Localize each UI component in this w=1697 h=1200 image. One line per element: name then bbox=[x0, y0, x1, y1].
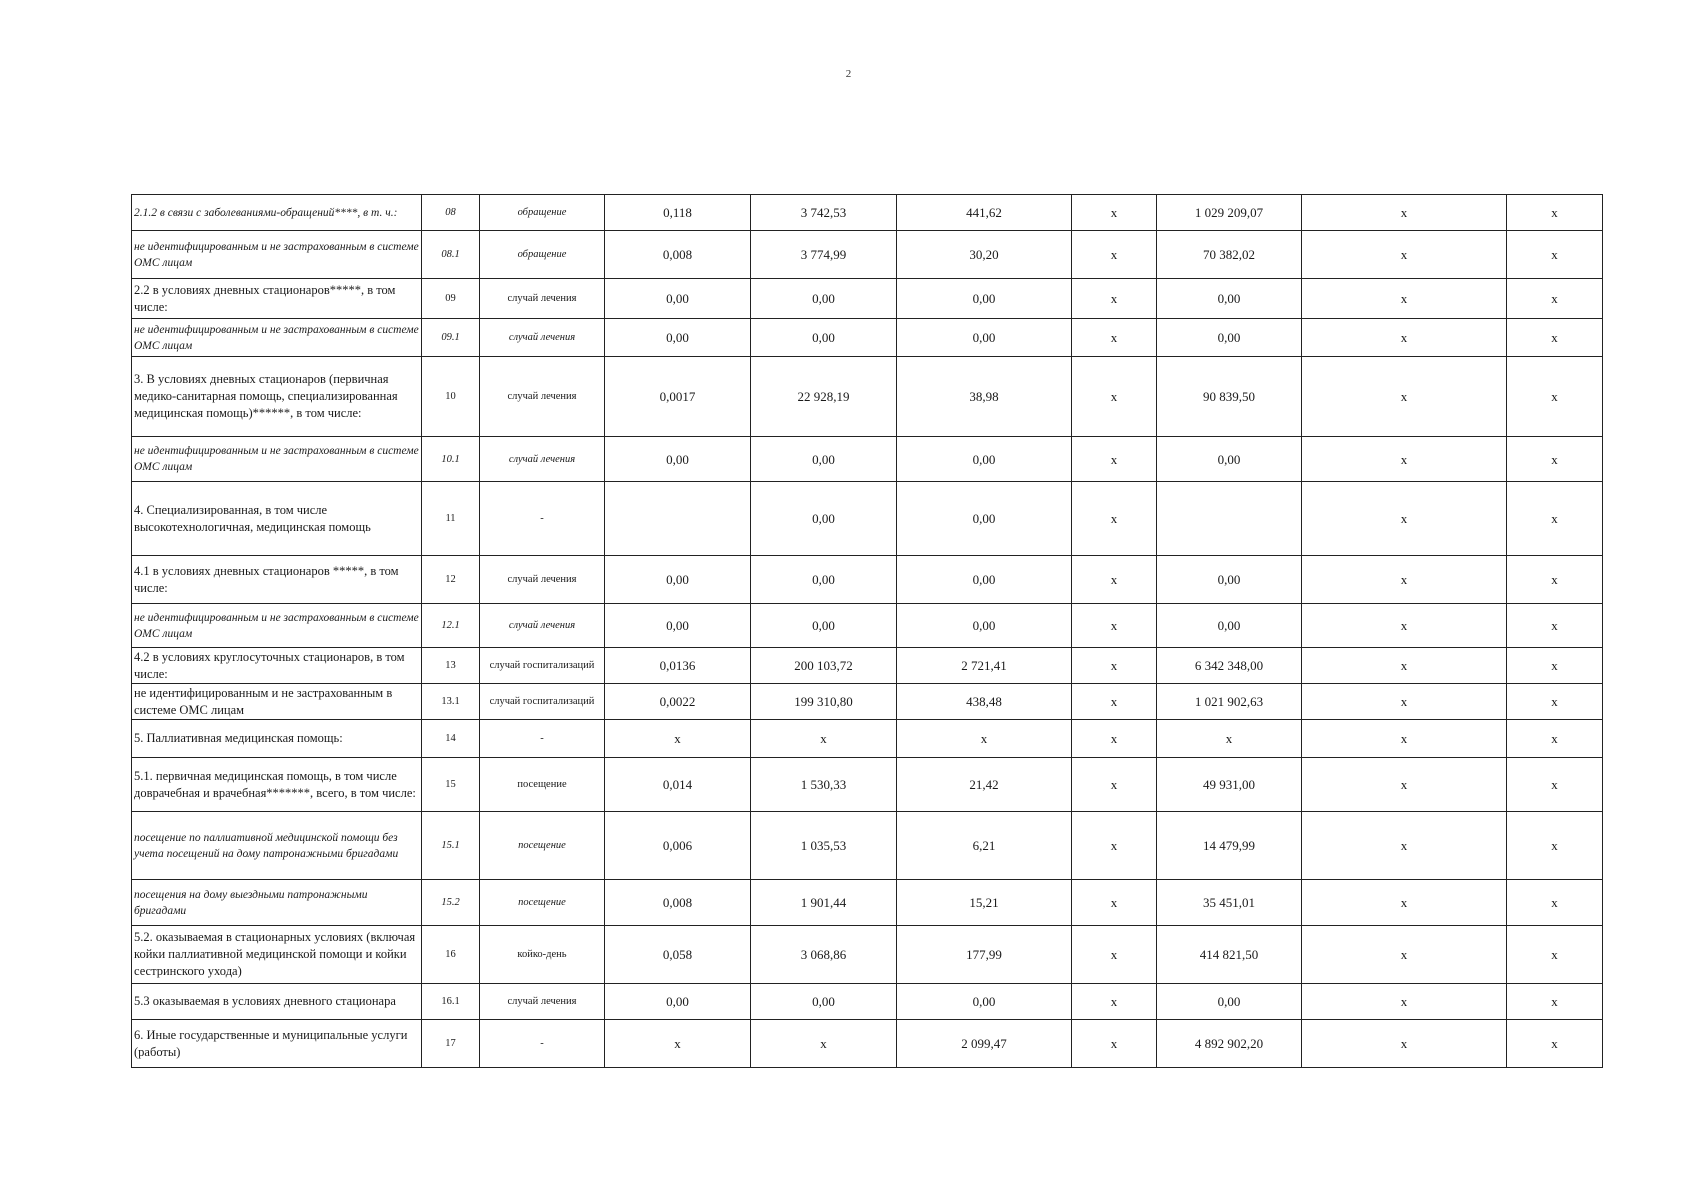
row-description: не идентифицированным и не застрахованным в системе ОМС лицам bbox=[132, 684, 422, 720]
row-code: 15.1 bbox=[422, 812, 480, 880]
col-x-3: x bbox=[1507, 357, 1603, 437]
col-x-1: x bbox=[1072, 812, 1157, 880]
row-code: 14 bbox=[422, 720, 480, 758]
volume-norm: 0,00 bbox=[605, 604, 751, 648]
total-cost: 4 892 902,20 bbox=[1157, 1020, 1302, 1068]
row-description: 4.2 в условиях круглосуточных стационаров, в том числе: bbox=[132, 648, 422, 684]
table-row bbox=[132, 758, 1603, 812]
total-cost: 0,00 bbox=[1157, 319, 1302, 357]
row-code: 13.1 bbox=[422, 684, 480, 720]
table-row bbox=[132, 984, 1603, 1020]
total-cost: 6 342 348,00 bbox=[1157, 648, 1302, 684]
row-code: 12 bbox=[422, 556, 480, 604]
row-description: не идентифицированным и не застрахованным в системе ОМС лицам bbox=[132, 604, 422, 648]
volume-norm: 0,118 bbox=[605, 195, 751, 231]
row-description: 5. Паллиативная медицинская помощь: bbox=[132, 720, 422, 758]
col-x-2: x bbox=[1302, 984, 1507, 1020]
table-row bbox=[132, 437, 1603, 482]
cost-per-unit: 0,00 bbox=[751, 984, 897, 1020]
col-x-3: x bbox=[1507, 812, 1603, 880]
volume-norm bbox=[605, 482, 751, 556]
col-x-1: x bbox=[1072, 648, 1157, 684]
cost-per-unit: 1 901,44 bbox=[751, 880, 897, 926]
row-code: 08 bbox=[422, 195, 480, 231]
col-x-2: x bbox=[1302, 437, 1507, 482]
total-cost: 1 021 902,63 bbox=[1157, 684, 1302, 720]
row-code: 16.1 bbox=[422, 984, 480, 1020]
row-unit: - bbox=[480, 720, 605, 758]
total-cost: 414 821,50 bbox=[1157, 926, 1302, 984]
col-x-2: x bbox=[1302, 1020, 1507, 1068]
total-cost: 1 029 209,07 bbox=[1157, 195, 1302, 231]
col-x-1: x bbox=[1072, 984, 1157, 1020]
col-x-1: x bbox=[1072, 357, 1157, 437]
cost-per-unit: 3 068,86 bbox=[751, 926, 897, 984]
col-x-1: x bbox=[1072, 880, 1157, 926]
col-x-3: x bbox=[1507, 195, 1603, 231]
table-row bbox=[132, 319, 1603, 357]
col-x-1: x bbox=[1072, 319, 1157, 357]
table-row bbox=[132, 279, 1603, 319]
cost-per-unit: 0,00 bbox=[751, 556, 897, 604]
row-description: 5.3 оказываемая в условиях дневного стационара bbox=[132, 984, 422, 1020]
total-cost: 0,00 bbox=[1157, 556, 1302, 604]
row-description: 4. Специализированная, в том числе высокотехнологичная, медицинская помощь bbox=[132, 482, 422, 556]
row-unit: случай лечения bbox=[480, 604, 605, 648]
col-x-1: x bbox=[1072, 556, 1157, 604]
volume-norm: 0,058 bbox=[605, 926, 751, 984]
col-x-3: x bbox=[1507, 604, 1603, 648]
col-x-3: x bbox=[1507, 684, 1603, 720]
row-unit: случай лечения bbox=[480, 984, 605, 1020]
total-cost bbox=[1157, 482, 1302, 556]
row-code: 12.1 bbox=[422, 604, 480, 648]
row-unit: посещение bbox=[480, 812, 605, 880]
cost-per-unit: 3 774,99 bbox=[751, 231, 897, 279]
col-x-2: x bbox=[1302, 926, 1507, 984]
total-cost: 14 479,99 bbox=[1157, 812, 1302, 880]
col-x-1: x bbox=[1072, 926, 1157, 984]
col-x-1: x bbox=[1072, 1020, 1157, 1068]
row-unit: посещение bbox=[480, 880, 605, 926]
col-x-3: x bbox=[1507, 482, 1603, 556]
table-row bbox=[132, 231, 1603, 279]
col-x-2: x bbox=[1302, 195, 1507, 231]
col-x-3: x bbox=[1507, 880, 1603, 926]
col-x-2: x bbox=[1302, 880, 1507, 926]
row-unit: койко-день bbox=[480, 926, 605, 984]
row-unit: - bbox=[480, 482, 605, 556]
col-x-2: x bbox=[1302, 604, 1507, 648]
volume-norm: 0,00 bbox=[605, 279, 751, 319]
volume-norm: 0,014 bbox=[605, 758, 751, 812]
col-x-2: x bbox=[1302, 231, 1507, 279]
table-row bbox=[132, 926, 1603, 984]
col-x-1: x bbox=[1072, 279, 1157, 319]
volume-norm: 0,0022 bbox=[605, 684, 751, 720]
cost-per-unit: x bbox=[751, 720, 897, 758]
col-x-1: x bbox=[1072, 604, 1157, 648]
cost-per-unit: 0,00 bbox=[751, 279, 897, 319]
per-capita-norm: 0,00 bbox=[897, 319, 1072, 357]
row-unit: случай лечения bbox=[480, 279, 605, 319]
row-unit: обращение bbox=[480, 231, 605, 279]
col-x-1: x bbox=[1072, 437, 1157, 482]
col-x-1: x bbox=[1072, 231, 1157, 279]
col-x-3: x bbox=[1507, 231, 1603, 279]
table-row bbox=[132, 812, 1603, 880]
col-x-3: x bbox=[1507, 648, 1603, 684]
total-cost: 49 931,00 bbox=[1157, 758, 1302, 812]
col-x-1: x bbox=[1072, 758, 1157, 812]
cost-per-unit: 0,00 bbox=[751, 437, 897, 482]
per-capita-norm: 0,00 bbox=[897, 604, 1072, 648]
cost-per-unit: 1 530,33 bbox=[751, 758, 897, 812]
row-description: не идентифицированным и не застрахованным в системе ОМС лицам bbox=[132, 231, 422, 279]
col-x-2: x bbox=[1302, 684, 1507, 720]
col-x-1: x bbox=[1072, 684, 1157, 720]
col-x-2: x bbox=[1302, 319, 1507, 357]
per-capita-norm: 2 721,41 bbox=[897, 648, 1072, 684]
row-unit: случай лечения bbox=[480, 556, 605, 604]
row-code: 17 bbox=[422, 1020, 480, 1068]
col-x-2: x bbox=[1302, 357, 1507, 437]
row-unit: случай лечения bbox=[480, 437, 605, 482]
table-row bbox=[132, 357, 1603, 437]
row-unit: посещение bbox=[480, 758, 605, 812]
volume-norm: x bbox=[605, 720, 751, 758]
row-code: 16 bbox=[422, 926, 480, 984]
col-x-2: x bbox=[1302, 482, 1507, 556]
total-cost: 70 382,02 bbox=[1157, 231, 1302, 279]
col-x-3: x bbox=[1507, 926, 1603, 984]
col-x-3: x bbox=[1507, 556, 1603, 604]
table-row bbox=[132, 604, 1603, 648]
per-capita-norm: 15,21 bbox=[897, 880, 1072, 926]
per-capita-norm: 177,99 bbox=[897, 926, 1072, 984]
row-unit: обращение bbox=[480, 195, 605, 231]
table-row bbox=[132, 482, 1603, 556]
cost-per-unit: 22 928,19 bbox=[751, 357, 897, 437]
row-description: посещение по паллиативной медицинской помощи без учета посещений на дому патронажными бригадами bbox=[132, 812, 422, 880]
per-capita-norm: 38,98 bbox=[897, 357, 1072, 437]
row-code: 11 bbox=[422, 482, 480, 556]
cost-per-unit: 0,00 bbox=[751, 319, 897, 357]
col-x-1: x bbox=[1072, 482, 1157, 556]
total-cost: 35 451,01 bbox=[1157, 880, 1302, 926]
col-x-3: x bbox=[1507, 319, 1603, 357]
volume-norm: 0,00 bbox=[605, 556, 751, 604]
row-code: 15.2 bbox=[422, 880, 480, 926]
per-capita-norm: 30,20 bbox=[897, 231, 1072, 279]
per-capita-norm: 2 099,47 bbox=[897, 1020, 1072, 1068]
col-x-2: x bbox=[1302, 648, 1507, 684]
col-x-3: x bbox=[1507, 1020, 1603, 1068]
row-code: 10 bbox=[422, 357, 480, 437]
row-description: не идентифицированным и не застрахованным в системе ОМС лицам bbox=[132, 319, 422, 357]
per-capita-norm: 0,00 bbox=[897, 556, 1072, 604]
per-capita-norm: 6,21 bbox=[897, 812, 1072, 880]
row-unit: - bbox=[480, 1020, 605, 1068]
cost-per-unit: 3 742,53 bbox=[751, 195, 897, 231]
total-cost: 0,00 bbox=[1157, 279, 1302, 319]
row-description: 6. Иные государственные и муниципальные услуги (работы) bbox=[132, 1020, 422, 1068]
table-row bbox=[132, 720, 1603, 758]
col-x-2: x bbox=[1302, 758, 1507, 812]
per-capita-norm: 0,00 bbox=[897, 437, 1072, 482]
cost-per-unit: 200 103,72 bbox=[751, 648, 897, 684]
row-unit: случай лечения bbox=[480, 319, 605, 357]
cost-per-unit: 0,00 bbox=[751, 482, 897, 556]
total-cost: 0,00 bbox=[1157, 437, 1302, 482]
row-code: 10.1 bbox=[422, 437, 480, 482]
volume-norm: x bbox=[605, 1020, 751, 1068]
row-code: 09.1 bbox=[422, 319, 480, 357]
col-x-3: x bbox=[1507, 279, 1603, 319]
row-unit: случай госпитализаций bbox=[480, 648, 605, 684]
total-cost: x bbox=[1157, 720, 1302, 758]
volume-norm: 0,00 bbox=[605, 437, 751, 482]
table-row bbox=[132, 648, 1603, 684]
col-x-1: x bbox=[1072, 195, 1157, 231]
volume-norm: 0,0017 bbox=[605, 357, 751, 437]
per-capita-norm: 441,62 bbox=[897, 195, 1072, 231]
col-x-2: x bbox=[1302, 279, 1507, 319]
per-capita-norm: 0,00 bbox=[897, 279, 1072, 319]
row-description: 4.1 в условиях дневных стационаров *****, в том числе: bbox=[132, 556, 422, 604]
volume-norm: 0,0136 bbox=[605, 648, 751, 684]
cost-per-unit: 0,00 bbox=[751, 604, 897, 648]
table-row bbox=[132, 1020, 1603, 1068]
row-description: 3. В условиях дневных стационаров (первичная медико-санитарная помощь, специализированная медицинская помощь)******, в том числе: bbox=[132, 357, 422, 437]
total-cost: 90 839,50 bbox=[1157, 357, 1302, 437]
total-cost: 0,00 bbox=[1157, 984, 1302, 1020]
table-row bbox=[132, 556, 1603, 604]
row-code: 13 bbox=[422, 648, 480, 684]
row-unit: случай лечения bbox=[480, 357, 605, 437]
row-code: 09 bbox=[422, 279, 480, 319]
col-x-3: x bbox=[1507, 758, 1603, 812]
volume-norm: 0,00 bbox=[605, 319, 751, 357]
table-row bbox=[132, 880, 1603, 926]
row-description: 2.1.2 в связи с заболеваниями-обращений****, в т. ч.: bbox=[132, 195, 422, 231]
volume-norm: 0,008 bbox=[605, 880, 751, 926]
row-description: 2.2 в условиях дневных стационаров*****, в том числе: bbox=[132, 279, 422, 319]
financing-table bbox=[131, 194, 1603, 1068]
volume-norm: 0,008 bbox=[605, 231, 751, 279]
row-description: 5.2. оказываемая в стационарных условиях (включая койки паллиативной медицинской помощи и койки сестринского ухода) bbox=[132, 926, 422, 984]
table-row bbox=[132, 195, 1603, 231]
per-capita-norm: 438,48 bbox=[897, 684, 1072, 720]
cost-per-unit: 199 310,80 bbox=[751, 684, 897, 720]
col-x-2: x bbox=[1302, 720, 1507, 758]
col-x-2: x bbox=[1302, 812, 1507, 880]
cost-per-unit: x bbox=[751, 1020, 897, 1068]
page-number: 2 bbox=[845, 68, 852, 80]
row-description: посещения на дому выездными патронажными бригадами bbox=[132, 880, 422, 926]
cost-per-unit: 1 035,53 bbox=[751, 812, 897, 880]
per-capita-norm: 21,42 bbox=[897, 758, 1072, 812]
volume-norm: 0,006 bbox=[605, 812, 751, 880]
per-capita-norm: x bbox=[897, 720, 1072, 758]
row-description: 5.1. первичная медицинская помощь, в том числе доврачебная и врачебная*******, всего, в том числе: bbox=[132, 758, 422, 812]
col-x-3: x bbox=[1507, 437, 1603, 482]
col-x-3: x bbox=[1507, 720, 1603, 758]
total-cost: 0,00 bbox=[1157, 604, 1302, 648]
row-code: 15 bbox=[422, 758, 480, 812]
per-capita-norm: 0,00 bbox=[897, 482, 1072, 556]
col-x-2: x bbox=[1302, 556, 1507, 604]
per-capita-norm: 0,00 bbox=[897, 984, 1072, 1020]
col-x-3: x bbox=[1507, 984, 1603, 1020]
col-x-1: x bbox=[1072, 720, 1157, 758]
row-unit: случай госпитализаций bbox=[480, 684, 605, 720]
row-description: не идентифицированным и не застрахованным в системе ОМС лицам bbox=[132, 437, 422, 482]
volume-norm: 0,00 bbox=[605, 984, 751, 1020]
row-code: 08.1 bbox=[422, 231, 480, 279]
table-row bbox=[132, 684, 1603, 720]
